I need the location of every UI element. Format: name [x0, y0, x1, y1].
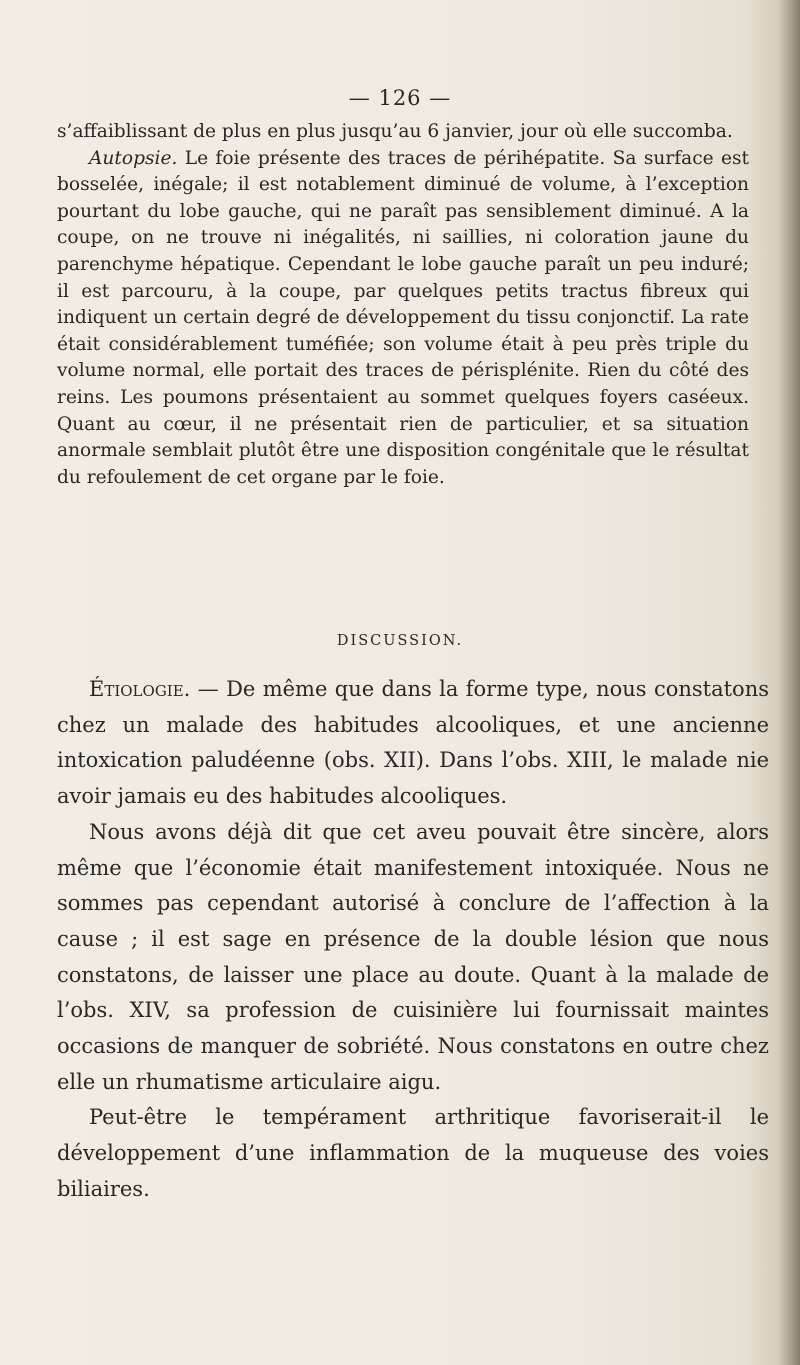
paragraph-text: Le foie présente des traces de périhépatite. Sa surface est bosselée, inégale; il est notablement diminué de volume, à l’exception pourtant du lobe gauche, qui ne paraît pas sensiblement diminué. A la coupe, on ne trouve ni inégalités, ni saillies, ni coloration jaune du parenchyme hépatique. Cependant le lobe gauche paraît un peu induré; il est parcouru, à la coupe, par quelques petits tractus fibreux qui indiquent un certain degré de développement du tissu conjonctif. La rate était considérablement tuméfiée; son volume était à peu près triple du volume normal, elle portait des traces de périsplénite. Rien du côté des reins. Les poumons présentaient au sommet quelques foyers caséeux. Quant au cœur, il ne présentait rien de particulier, et sa situation anormale semblait plutôt être une disposition congénitale que le résultat du refoulement de cet organe par le foie. [57, 147, 749, 488]
observation-text-block [57, 119, 749, 491]
paragraph-lead: Étiologie. [89, 677, 191, 701]
page-edge-shadow [778, 0, 800, 1365]
paragraph-text: Nous avons déjà dit que cet aveu pouvait être sincère, alors même que l’économie était manifestement intoxiquée. Nous ne sommes pas cependant autorisé à conclure de l’affection à la cause ; il est sage en présence de la double lésion que nous constatons, de laisser une place au doute. Quant à la malade de l’obs. XIV, sa profession de cuisinière lui fournissait maintes occasions de manquer de sobriété. Nous constatons en outre chez elle un rhumatisme articulaire aigu. [57, 819, 769, 1094]
paragraph-text: Peut-être le tempérament arthritique favoriserait-il le développement d’une inflammation de la muqueuse des voies biliaires. [57, 1105, 769, 1201]
section-title: DISCUSSION. [336, 633, 464, 649]
discussion-text-block [57, 672, 769, 1208]
etiology-paragraph [57, 672, 769, 815]
paragraph [57, 1100, 769, 1207]
page-number: — 126 — [348, 86, 452, 110]
paragraph-text: — De même que dans la forme type, nous constatons chez un malade des habitudes alcooliques, et une ancienne intoxication paludéenne (obs. XII). Dans l’obs. XIII, le malade nie avoir jamais eu des habitudes alcooliques. [57, 677, 769, 809]
autopsy-paragraph [57, 146, 749, 492]
paragraph-text: s’affaiblissant de plus en plus jusqu’au 6 janvier, jour où elle succomba. [57, 121, 733, 142]
paragraph-lead: Autopsie. [89, 147, 178, 169]
paragraph [57, 815, 769, 1101]
paragraph [57, 119, 749, 146]
